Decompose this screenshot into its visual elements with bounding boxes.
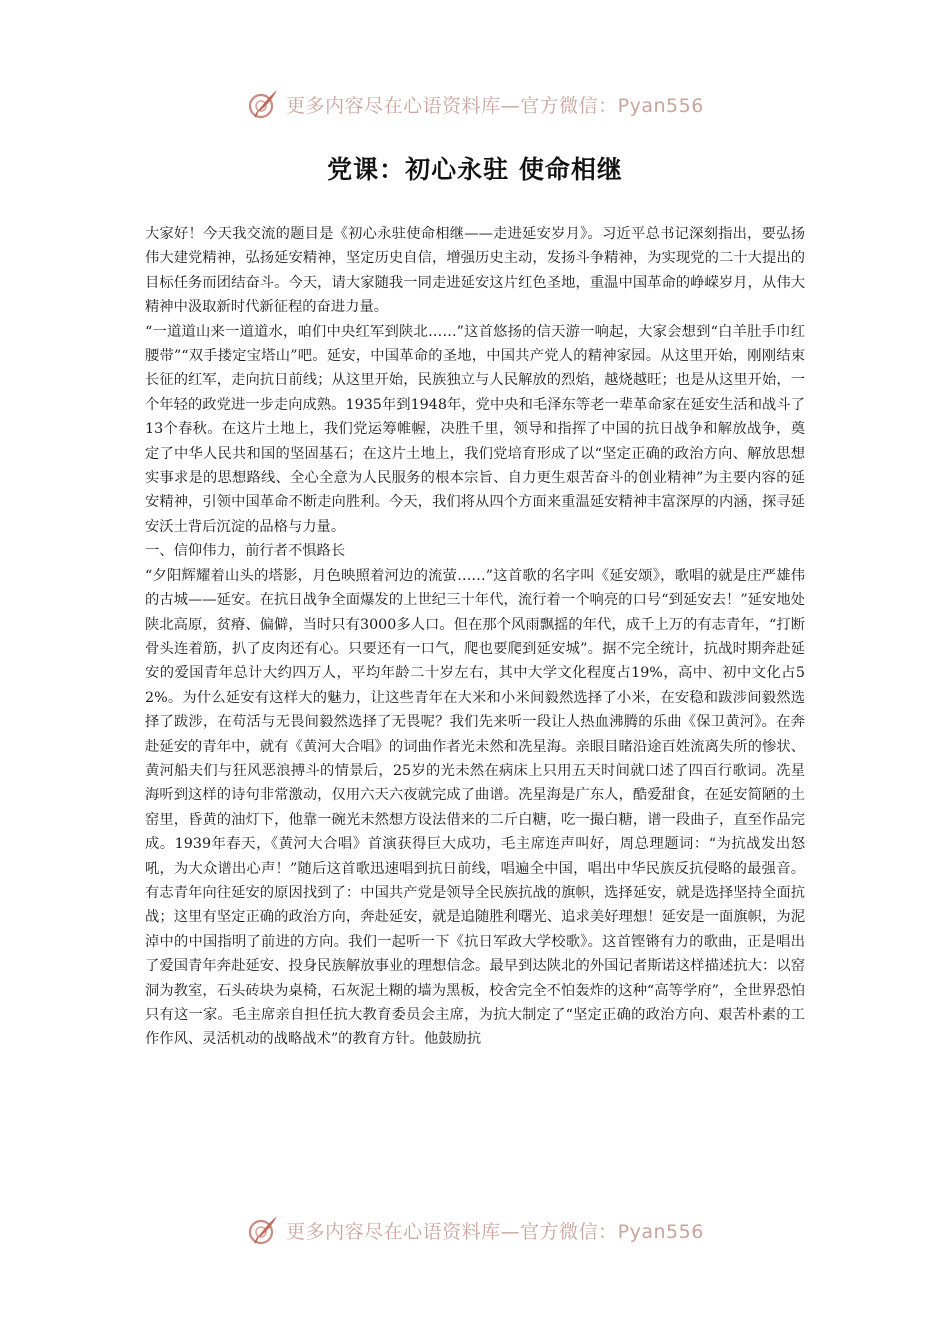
watermark-footer: [0, 1210, 950, 1250]
document-body: [145, 222, 805, 1052]
document-title: 党课：初心永驻 使命相继: [327, 155, 623, 184]
watermark-text: 更多内容尽在心语资料库—官方微信：Pyan556: [286, 1220, 704, 1243]
quill-pen-icon: [246, 87, 280, 121]
section-heading: 一、信仰伟力，前行者不惧路长: [145, 543, 346, 560]
watermark-text: 更多内容尽在心语资料库—官方微信：Pyan556: [286, 94, 704, 117]
paragraph-yanan: “一道道山来一道道水，咱们中央红军到陕北……”这首悠扬的信天游一响起，大家会想到“白羊肚手巾红腰带”“双手搂定宝塔山”吧。延安，中国革命的圣地，中国共产党人的精神家园。从这里开始，刚刚结束长征的红军，走向抗日前线；从这里开始，民族独立与人民解放的烈焰，越烧越旺；也是从这里开始，一个年轻的政党进一步走向成熟。1935年到1948年，党中央和毛泽东等老一辈革命家在延安生活和战斗了13个春秋。在这片土地上，我们党运筹帷幄，决胜千里，领导和指挥了中国的抗日战争和解放战争，奠定了中华人民共和国的坚固基石；在这片土地上，我们党培育形成了以“坚定正确的政治方向、解放思想实事求是的思想路线、全心全意为人民服务的根本宗旨、自力更生艰苦奋斗的创业精神”为主要内容的延安精神，引领中国革命不断走向胜利。今天，我们将从四个方面来重温延安精神丰富深厚的内涵，探寻延安沃土背后沉淀的品格与力量。: [145, 323, 805, 535]
paragraph-intro: 大家好！今天我交流的题目是《初心永驻使命相继——走进延安岁月》。习近平总书记深刻指出，要弘扬伟大建党精神，弘扬延安精神，坚定历史自信，增强历史主动，发扬斗争精神，为实现党的二十大提出的目标任务而团结奋斗。今天，请大家随我一同走进延安这片红色圣地，重温中国革命的峥嵘岁月，从伟大精神中汲取新时代新征程的奋进力量。: [145, 226, 805, 316]
paragraph-faith: “夕阳辉耀着山头的塔影，月色映照着河边的流萤……”这首歌的名字叫《延安颂》，歌唱的就是庄严雄伟的古城——延安。在抗日战争全面爆发的上世纪三十年代，流行着一个响亮的口号“到延安去！”延安地处陕北高原，贫瘠、偏僻，当时只有3000多人口。但在那个风雨飘摇的年代，成千上万的有志青年，“打断骨头连着筋，扒了皮肉还有心。只要还有一口气，爬也要爬到延安城”。据不完全统计，抗战时期奔赴延安的爱国青年总计大约四万人，平均年龄二十岁左右，其中大学文化程度占19%，高中、初中文化占52%。为什么延安有这样大的魅力，让这些青年在大米和小米间毅然选择了小米，在安稳和跋涉间毅然选择了跋涉，在苟活与无畏间毅然选择了无畏呢？我们先来听一段让人热血沸腾的乐曲《保卫黄河》。在奔赴延安的青年中，就有《黄河大合唱》的词曲作者光未然和冼星海。亲眼目睹沿途百姓流离失所的惨状、黄河船夫们与狂风恶浪搏斗的情景后，25岁的光未然在病床上只用五天时间就口述了四百行歌词。冼星海听到这样的诗句非常激动，仅用六天六夜就完成了曲谱。冼星海是广东人，酷爱甜食，在延安简陋的土窑里，昏黄的油灯下，他靠一碗光未然想方设法借来的二斤白糖，吃一撮白糖，谱一段曲子，直至作品完成。1939年春天，《黄河大合唱》首演获得巨大成功，毛主席连声叫好，周总理题词：“为抗战发出怒吼，为大众谱出心声！”随后这首歌迅速唱到抗日前线，唱遍全中国，唱出中华民族反抗侵略的最强音。有志青年向往延安的原因找到了：中国共产党是领导全民族抗战的旗帜，选择延安，就是选择坚持全面抗战；这里有坚定正确的政治方向，奔赴延安，就是追随胜利曙光、追求美好理想！延安是一面旗帜，为泥淖中的中国指明了前进的方向。我们一起听一下《抗日军政大学校歌》。这首铿锵有力的歌曲，正是唱出了爱国青年奔赴延安、投身民族解放事业的理想信念。最早到达陕北的外国记者斯诺这样描述抗大：以窑洞为教室，石头砖块为桌椅，石灰泥土糊的墙为黑板，校舍完全不怕轰炸的这种“高等学府”，全世界恐怕只有这一家。毛主席亲自担任抗大教育委员会主席，为抗大制定了“坚定正确的政治方向、艰苦朴素的工作作风、灵活机动的战略战术”的教育方针。他鼓励抗: [145, 567, 805, 1048]
watermark-header: [0, 84, 950, 124]
quill-pen-icon: [246, 1213, 280, 1247]
